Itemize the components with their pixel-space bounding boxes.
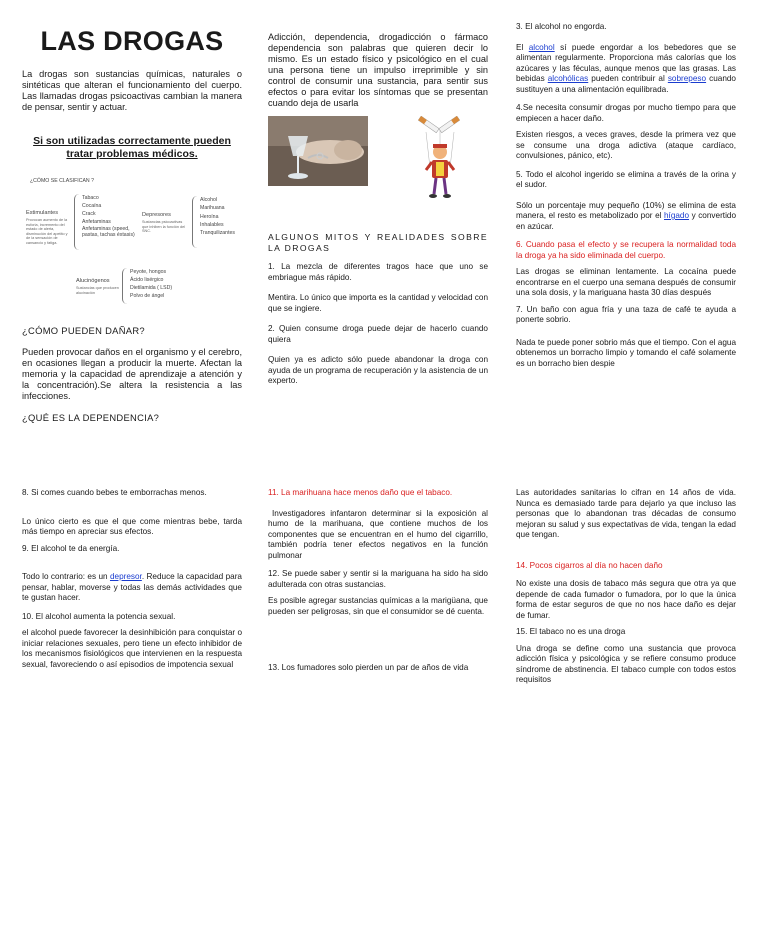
mito-6: 6. Cuando pasa el efecto y se recupera la normalidad toda la droga ya ha sido eliminada del cuerpo. [516,240,736,260]
mito-3-respuesta [516,43,736,96]
depresores-item: Alcohol [200,197,218,203]
mito-5: 5. Todo el alcohol ingerido se elimina a través de la orina y el sudor. [516,169,736,189]
column-2-mitos [268,232,488,393]
alucinogenos-list [130,268,172,300]
estimulantes-label: Estimulantes [26,210,59,216]
estimulantes-item: Tabaco [82,195,99,201]
mito-3-text-a: El [516,42,529,52]
estimulantes-brace [74,194,79,250]
mito-15: 15. El tabaco no es una droga [516,627,626,636]
diagram-heading: ¿CÓMO SE CLASIFICAN ? [30,178,94,184]
mito-5-text-a: Sólo un porcentaje muy pequeño (10%) se elimina de esta manera, el resto es metabolizado por el [516,200,736,220]
alucinogenos-brace [122,268,127,304]
depresor-link[interactable]: depresor [109,572,142,581]
depresores-list [200,196,235,238]
column-2-bottom [268,488,488,680]
mito-15-respuesta: Una droga se define como una sustancia que provoca adicción física y psicológica y se refiere consumo produce síndrome de abstinencia. El tabaco cumple con todos estos requisitos [516,643,736,684]
estimulantes-item: Crack [82,211,96,218]
intro-paragraph: La drogas son sustancias químicas, naturales o sintéticas que alteran el funcionamiento del cuerpo. Las llamadas drogas psicoactivas cambian la manera de pensar, sentir y actuar. [22,68,242,112]
classification-diagram [22,178,242,308]
mito-11-respuesta: Investigadores infantaron determinar si la exposición al humo de la marihuana, que contiene muchos de los componentes que se encuentran en el humo del cigarrillo, también podría tener efectos negativos en la función pulmonar [268,508,488,560]
mito-5-respuesta [516,201,736,233]
mito-13: 13. Los fumadores solo pierden un par de años de vida [268,663,469,672]
column-1-lower [22,325,242,430]
mito-2-respuesta: Quien ya es adicto sólo puede abandonar la droga con ayuda de un programa de recuperación y la asistencia de un experto. [268,355,488,385]
column-1-bottom [22,488,242,676]
alucinogenos-item: Polvo de ángel [130,293,165,300]
depresores-item: Heroína [200,213,219,220]
adiccion-paragraph: Adicción, dependencia, drogadicción o fármaco dependencia son palabras que quieren decir lo mismo. Es un estado físico y psicológico en el cual una persona tiene un impulso irreprimible y sin control de consumir una sustancia, para sentir sus efectos o para evitar los síntomas que se presentan cuando deja de usarla [268,32,488,109]
depresores-brace [192,196,197,248]
alcohol-link[interactable]: alcohol [528,42,555,52]
dependencia-heading: ¿QUÉ ES LA DEPENDENCIA? [22,412,160,424]
alucinogenos-item: Dietilamida ( LSD) [130,285,173,292]
mito-3: 3. El alcohol no engorda. [516,22,607,31]
mito-12: 12. Se puede saber y sentir si la mariguana ha sido ha sido adulterada con otras sustancias. [268,569,488,589]
alucinogenos-item: Peyote, hongos [130,269,167,275]
mito-7: 7. Un baño con agua fría y una taza de café te ayuda a ponerte sobrio. [516,304,736,324]
estimulantes-item: Anfetaminas (speed, pastas, tachas éxtasis) [82,226,135,239]
mito-9-text-a: Todo lo contrario: es un [22,572,110,581]
mito-13-respuesta: Las autoridades sanitarias lo cifran en 14 años de vida. Nunca es demasiado tarde para dejarlo ya que incluso las personas que lo abandonan tras décadas de consumo mejoran su salud y sus expectativas de vida, tengan la edad que tengan. [516,488,736,539]
alucinogenos-desc: Sustancias que producen alucinación [76,286,119,295]
mito-4-respuesta: Existen riesgos, a veces graves, desde la primera vez que se consume una droga adictiva (ataque cardíaco, convulsiones, pánico, etc). [516,130,736,160]
mito-8-respuesta: Lo único cierto es que el que come mientras bebe, tarda más tiempo en apreciar sus efectos. [22,516,242,536]
mito-14-respuesta: No existe una dosis de tabaco más segura que otra ya que depende de cada fumador o fumadora, por lo que la única forma de estar seguros de que no nos hace daño es dejar de fumar. [516,579,736,620]
mito-9-text-b: . Reduce la capacidad para pensar, hablar, moverse y todas las demás actividades que te gustan hacer. [22,572,242,602]
mito-3-text-b: sí puede engordar a los bebedores que se alimentan regularmente. Proporciona más calorías que los azúcares y las féculas, aunque menos que las grasas. Las bebidas [516,42,736,83]
mito-1: 1. La mezcla de diferentes tragos hace que uno se embriague más rápido. [268,262,488,282]
depresores-item: Marihuana [200,205,225,212]
mito-10: 10. El alcohol aumenta la potencia sexual. [22,611,176,621]
alcoholicas-link[interactable]: alcohólicas [547,74,589,83]
mito-1-respuesta: Mentira. Lo único que importa es la cantidad y velocidad con que se ingiere. [268,293,488,313]
mito-7-respuesta: Nada te puede poner sobrio más que el tiempo. Con el agua obtenemos un borracho limpio y tomando el café solamente es un borracho bien despie [516,337,736,368]
estimulantes-item: Cocaína [82,203,102,210]
alucinogenos-item: Ácido lisérgico [130,277,164,284]
mito-11: 11. La marihuana hace menos daño que el tabaco. [268,488,453,497]
mitos-heading: ALGUNOS MITOS Y REALIDADES SOBRE LA DROGAS [268,232,488,253]
medical-use-heading: Si son utilizadas correctamente pueden tratar problemas médicos. [33,134,231,161]
mito-3-text-d: cuando sustituyen a una alimentación equilibrada. [516,74,736,94]
column-2-top [268,32,488,115]
mito-14: 14. Pocos cigarros al día no hacen daño [516,560,663,570]
column-3-top [516,22,736,375]
mito-2: 2. Quien consume droga puede dejar de hacerlo cuando quiera [268,324,488,344]
como-danar-text: Pueden provocar daños en el organismo y el cerebro, en ocasiones llegan a producir la muerte. Afectan la memoria y la capacidad de aprendizaje a atención y la concentración).Se altera la resistencia a las infecciones. [22,347,242,402]
mito-12-respuesta: Es posible agregar sustancias químicas a la marigüana, que pueden ser peligrosas, sin que el consumidor se dé cuenta. [268,596,488,616]
mito-9-respuesta [22,572,242,604]
page-title: LAS DROGAS [40,26,224,56]
depresores-item: Inhalables [200,221,224,228]
depresores-label: Depresores [142,212,171,218]
depresores-desc: Sustancias psicoactivas que inhiben la función del SNC. [142,220,186,234]
mito-9: 9. El alcohol te da energía. [22,543,120,553]
sobrepeso-link[interactable]: sobrepeso [667,74,707,83]
depresores-item: Tranquilizantes [200,230,235,237]
higado-link[interactable]: hígado [663,211,690,220]
wine-glass-wrist-chain-photo [268,116,368,186]
column-3-bottom [516,488,736,692]
mito-4: 4.Se necesita consumir drogas por mucho tiempo para que empiecen a hacer daño. [516,103,736,123]
mito-5-text-b: y convertido en azúcar. [516,211,736,231]
alucinogenos-label: Alucinógenos [76,278,110,284]
mito-10-respuesta: el alcohol puede favorecer la desinhibición para conquistar o iniciar relaciones sexuales, pero tiene un efecto inhibidor de los mecanismos fisiológicos que intervienen en la respuesta sexual, favoreciendo o así episodios de impotencia sexual [22,628,242,669]
mito-8: 8. Si comes cuando bebes te emborrachas menos. [22,488,207,497]
como-danar-heading: ¿CÓMO PUEDEN DAÑAR? [22,325,145,336]
estimulantes-list [82,194,142,239]
estimulantes-desc: Provocan aumento de la euforia, incremento del estado de alerta, disminución del apetito y de la sensación de cansancio y fatiga. [26,218,68,245]
estimulantes-item: Anfetaminas [82,219,111,226]
marionette-cigarettes-illustration [412,116,468,204]
column-1-top [22,24,242,168]
mito-3-text-c: pueden contribuir al [588,74,668,83]
mito-6-respuesta: Las drogas se eliminan lentamente. La cocaína puede encontrarse en el cuerpo una semana después de consumir una sola dosis, y la mariguana hasta 30 días después [516,267,736,297]
